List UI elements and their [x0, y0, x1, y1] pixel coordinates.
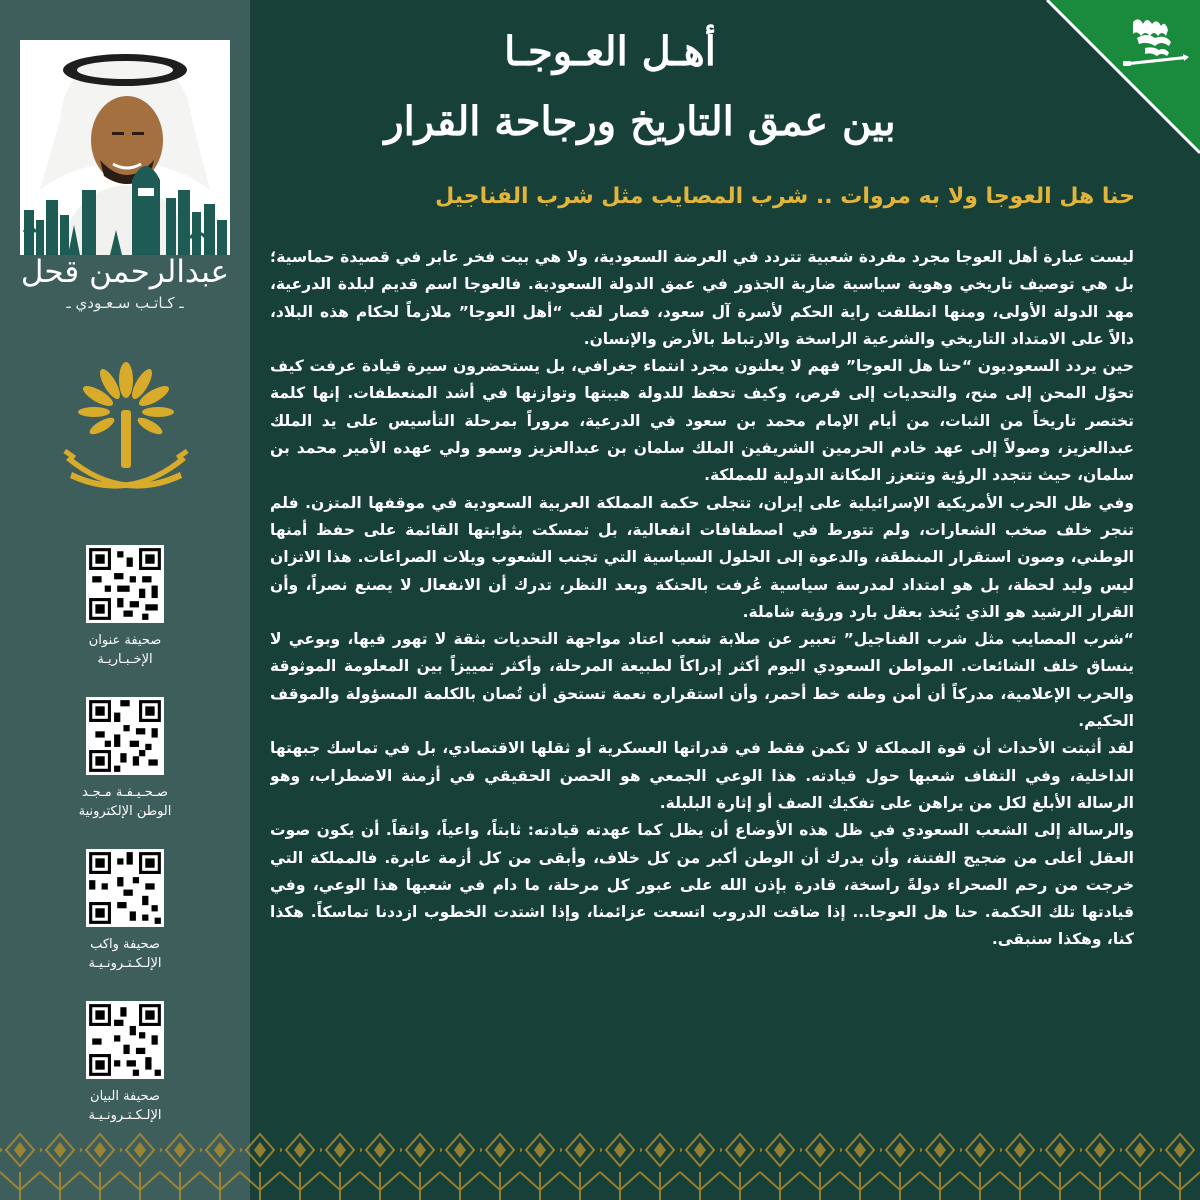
qr-caption-line1: صحيفة عنوان [88, 633, 162, 648]
qr-caption-line1: صـحـيـفـة مـجـد [81, 785, 169, 800]
poem-verse: حنا هل العوجا ولا به مروات .. شرب المصايب مثل شرب الفناجيل [435, 184, 1135, 209]
article-paragraph: ليست عبارة أهل العوجا مجرد مفردة شعبية تتردد في العرضة السعودية، ولا هي بيت فخر عابر في قصيدة حماسية؛ بل هي توصيف تاريخي وهوية سياسية ضاربة الجذور في عمق الدولة السعودية. فالعوجا اسم قديم لبلدة الدرعية، مهد الدولة الأولى، ومنها انطلقت راية الحكم لأسرة آل سعود، فصار لقب “أهل العوجا” ملازماً لحكام هذه البلاد، دالاً على الامتداد التاريخي والشرعية الراسخة والارتباط بالأرض والإنسان. [270, 248, 1134, 348]
qr-caption-line2: الإلـكـتـرونـيـة [88, 1108, 162, 1123]
saudi-flag-icon [1025, 0, 1200, 175]
qr-code-icon[interactable] [86, 1001, 164, 1079]
qr-code-icon[interactable] [86, 545, 164, 623]
qr-caption-line1: صحيفة واكب [90, 937, 160, 952]
qr-block-wakeb [0, 849, 250, 973]
qr-caption-line2: الوطن الإلكترونية [78, 804, 172, 819]
author-role: ـ كـاتـب سـعـودي ـ [66, 294, 184, 312]
qr-block-bayan [0, 1001, 250, 1125]
page-subtitle-title: بين عمق التاريخ ورجاحة القرار [384, 98, 896, 145]
article-paragraph: لقد أثبتت الأحداث أن قوة المملكة لا تكمن فقط في قدراتها العسكرية أو ثقلها الاقتصادي، بل في تماسك جبهتها الداخلية، وفي التفاف شعبها حول قيادته. هذا الوعي الجمعي هو الحصن الحقيقي في أزمنة الاضطراب، وهو الرسالة الأبلغ لكل من يراهن على تفكيك الصف أو إثارة البلبلة. [270, 739, 1134, 812]
article-paragraph: والرسالة إلى الشعب السعودي في ظل هذه الأوضاع أن يظل كما عهدته قيادته: ثابتاً، واعياً، واثقاً. أن يكون صوت العقل أعلى من ضجيج الفتنة، وأن يدرك أن الوطن أكبر من كل خلاف، وأبقى من كل أزمة عابرة. فالمملكة التي خرجت من رحم الصحراء دولةً راسخة، قادرة بإذن الله على عبور كل مرحلة، ما دام في شعبها هذا الوعي، وفي قيادتها تلك الحكمة. حنا هل العوجا... إذا ضاقت الدروب اتسعت عزائمنا، وإذا اشتدت الخطوب ازددنا تماسكاً. هكذا كنا، وهكذا سنبقى. [270, 821, 1134, 949]
sidebar [0, 0, 250, 1200]
article-paragraph: حين يردد السعوديون “حنا هل العوجا” فهم لا يعلنون مجرد انتماء جغرافي، بل يستحضرون سيرة قيادة عرفت كيف تحوّل المحن إلى منح، والتحديات إلى فرص، وكيف تحفظ للدولة هيبتها وتوازنها في أشد المنعطفات. إنها كلمة تختصر تاريخاً من الثبات، من أيام الإمام محمد بن سعود في الدرعية، مروراً بمرحلة التأسيس على يد الملك عبدالعزيز، وصولاً إلى عهد خادم الحرمين الشريفين الملك سلمان بن عبدالعزيز وسمو ولي عهده الأمير محمد بن سلمان، حيث تتجدد الرؤية وتتعزز المكانة الدولية للمملكة. [270, 357, 1134, 485]
qr-code-icon[interactable] [86, 697, 164, 775]
qr-block-onwan [0, 545, 250, 669]
qr-caption-line2: الإخـبـاريـة [97, 652, 153, 667]
article-paragraph: وفي ظل الحرب الأمريكية الإسرائيلية على إيران، تتجلى حكمة المملكة العربية السعودية في موقفها المتزن. فلم تنجر خلف صخب الشعارات، ولم تتورط في اصطفافات انفعالية، بل تمسكت بثوابتها القائمة على حفظ أمنها الوطني، وصون استقرار المنطقة، والدعوة إلى الحلول السياسية التي تجنب الشعوب ويلات الصراعات. هذا الاتزان ليس وليد لحظة، بل هو امتداد لمدرسة سياسية عُرفت بالحنكة وبعد النظر، تدرك أن الانفعال لا يصنع نصراً، وأن القرار الرشيد هو الذي يُتخذ بعقل بارد ورؤية شاملة. [270, 493, 1134, 621]
qr-caption-line2: الإلـكـتـرونـيـة [88, 956, 162, 971]
saudi-emblem-palm-swords-icon [62, 360, 190, 500]
page-title: أهـل العـوجـا [504, 28, 716, 75]
decorative-border [0, 1128, 1200, 1200]
qr-code-icon[interactable] [86, 849, 164, 927]
article-body [270, 244, 1134, 1094]
author-portrait [20, 40, 230, 255]
qr-block-majd [0, 697, 250, 821]
author-name: عبدالرحمن قحل [20, 254, 230, 290]
article-paragraph: “شرب المصايب مثل شرب الفناجيل” تعبير عن صلابة شعب اعتاد مواجهة التحديات بثقة لا تهور فيها، وبوعي لا ينساق خلف الشائعات. المواطن السعودي اليوم أكثر إدراكاً لطبيعة المرحلة، وأكثر تمييزاً بين المعلومة الموثوقة والحرب الإعلامية، مدركاً أن أمن وطنه خط أحمر، وأن استقراره نعمة تستحق أن تُصان بالكلمة المسؤولة والموقف الحكيم. [270, 630, 1134, 731]
qr-caption-line1: صحيفة البيان [90, 1089, 160, 1104]
